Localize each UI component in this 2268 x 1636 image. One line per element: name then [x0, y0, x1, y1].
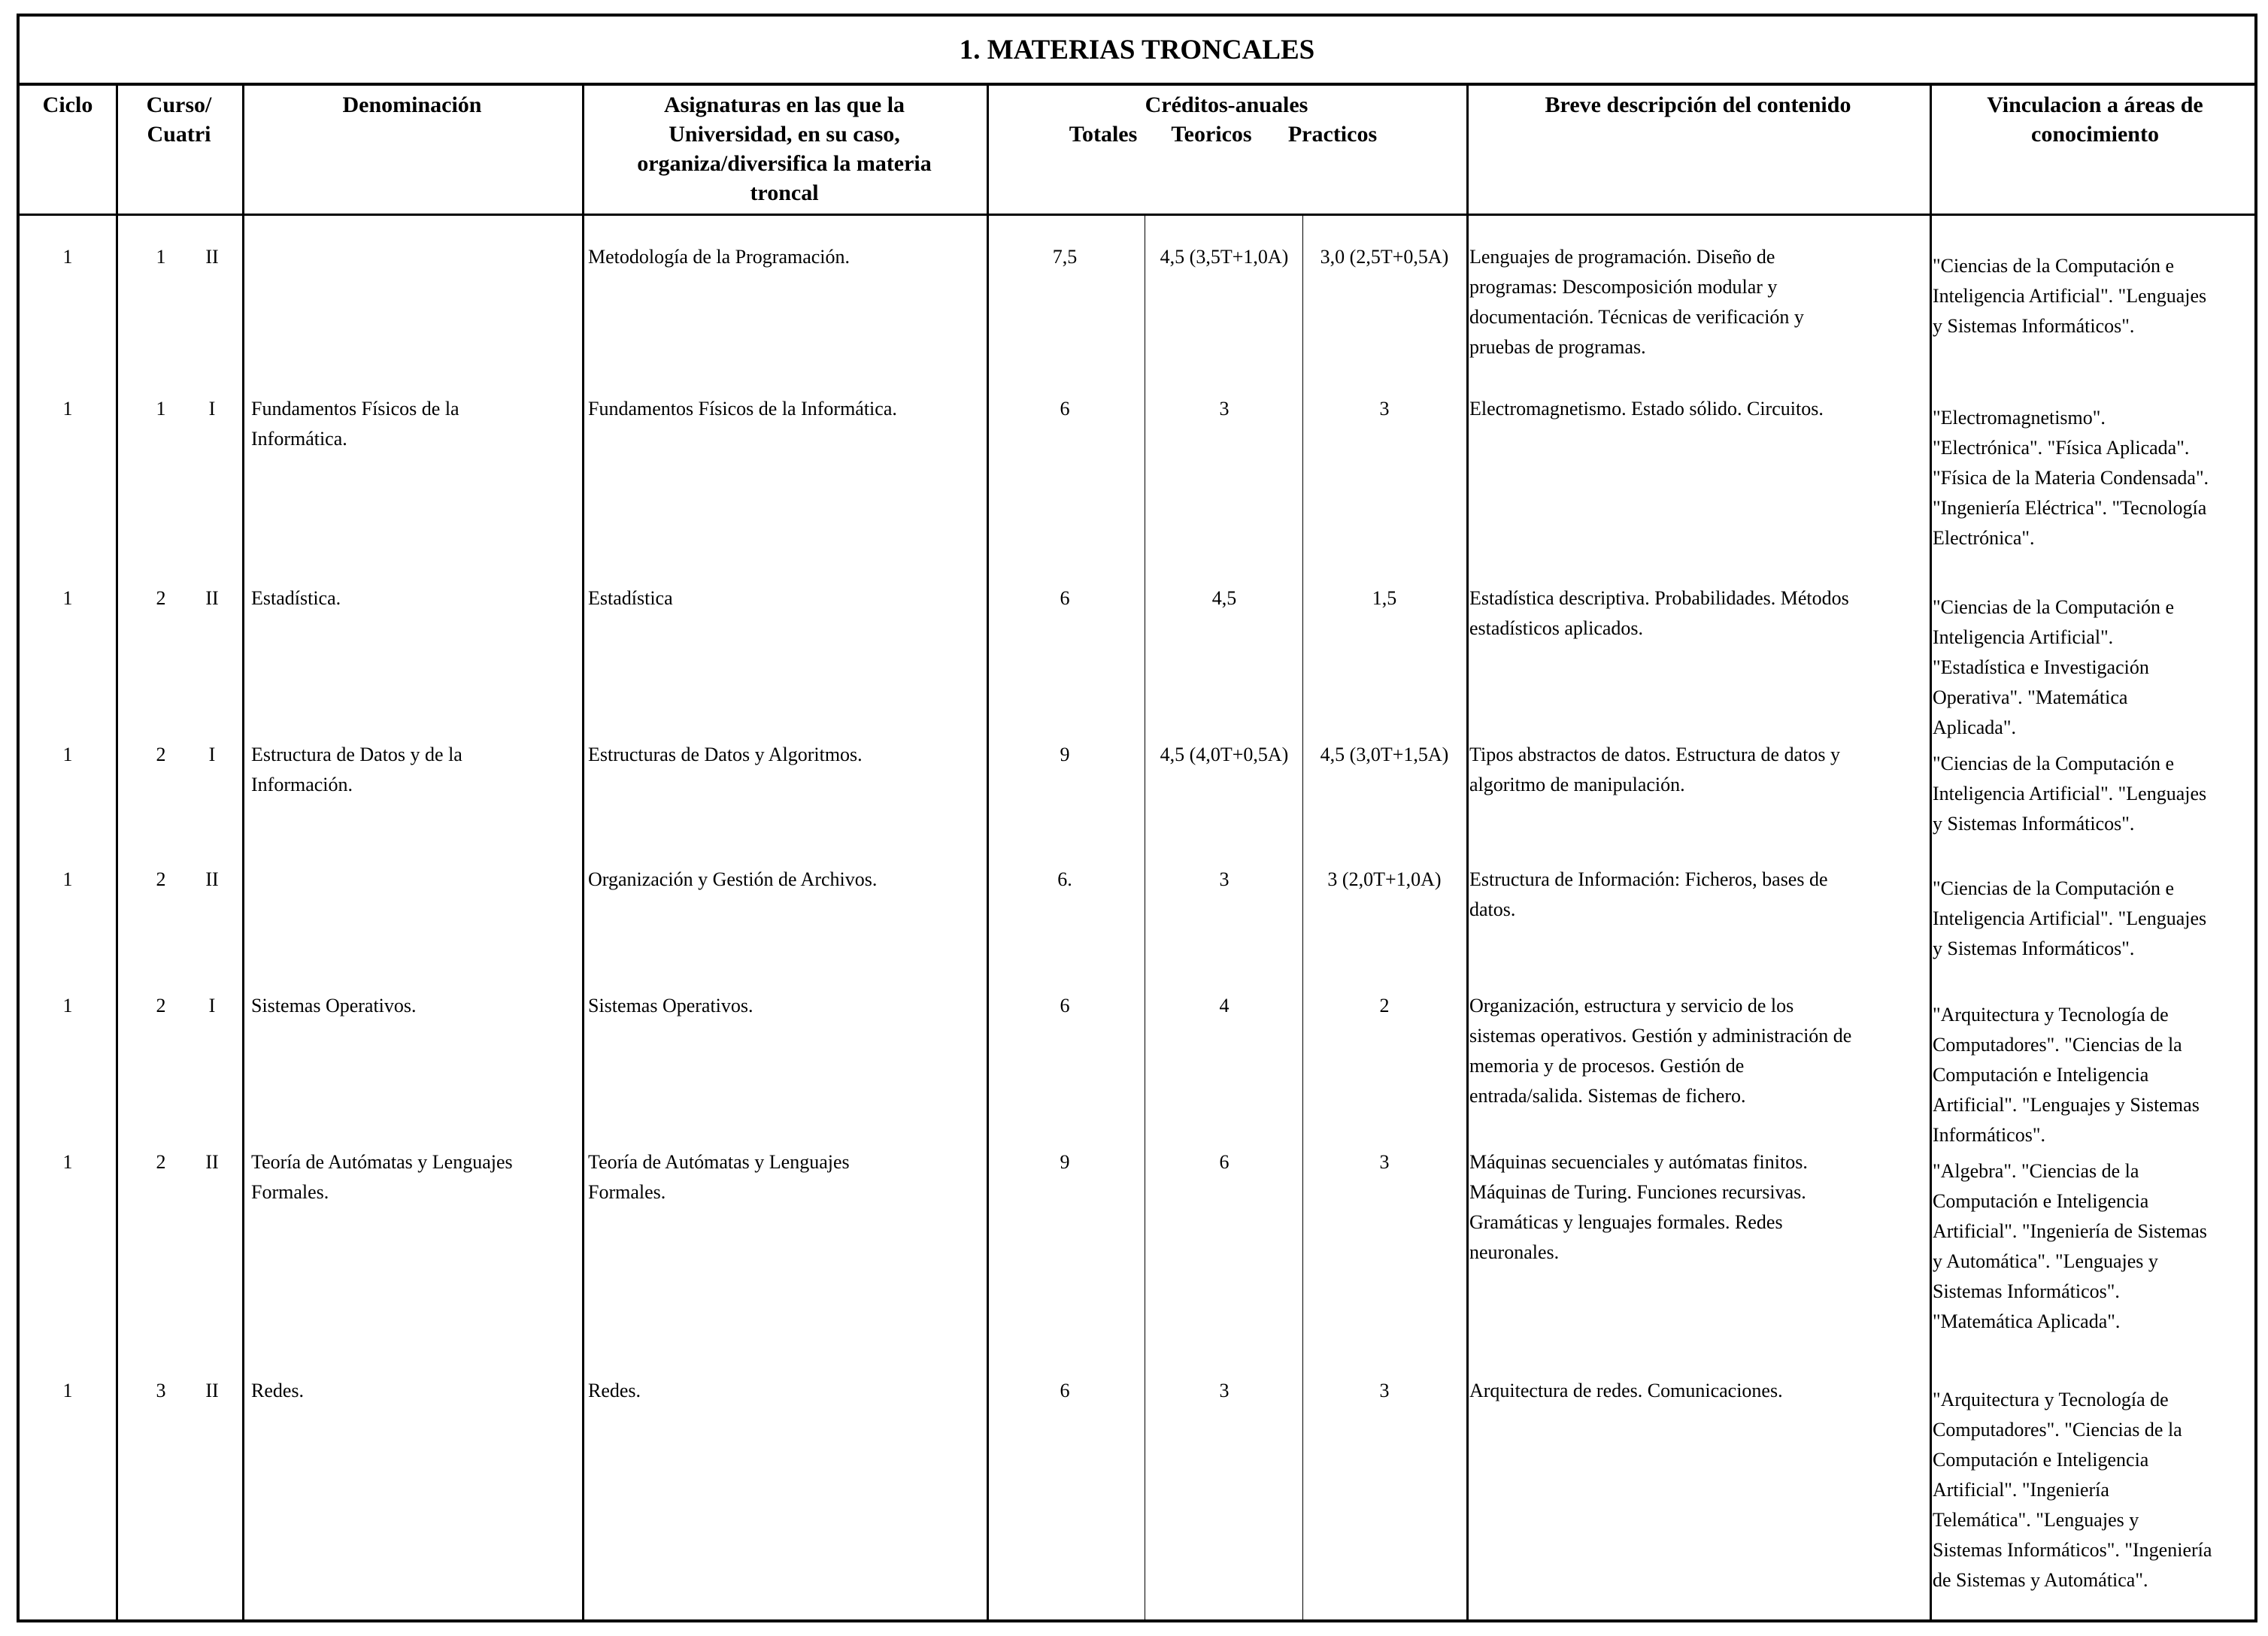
col-divider	[242, 86, 244, 1619]
credit-subcolumn-divider	[1302, 214, 1303, 1619]
cell-teoricos: 4,5 (3,5T+1,0A)	[1160, 246, 1289, 268]
cell-practicos: 3,0 (2,5T+0,5A)	[1320, 246, 1449, 268]
cell-vinculacion: "Arquitectura y Tecnología de Computadores". "Ciencias de la Computación e Inteligencia Artificial". "Lenguajes y Sistemas Informáticos".	[1933, 1004, 2200, 1146]
table-title: 1. MATERIAS TRONCALES	[959, 34, 1315, 65]
cell-vinculacion: "Ciencias de la Computación e Inteligencia Artificial". "Lenguajes y Sistemas Informáticos".	[1933, 753, 2207, 835]
cell-totales: 9	[1060, 744, 1070, 765]
cell-descripcion: Estructura de Información: Ficheros, bases de datos.	[1469, 868, 1828, 920]
header-descripcion: Breve descripción del contenido	[1545, 92, 1851, 117]
col-divider	[582, 86, 584, 1619]
cell-cuatri: II	[205, 1380, 219, 1401]
cell-cuatri: I	[208, 744, 216, 765]
cell-teoricos: 4	[1219, 995, 1230, 1016]
cell-practicos: 2	[1379, 995, 1390, 1016]
cell-vinculacion: "Ciencias de la Computación e Inteligencia Artificial". "Lenguajes y Sistemas Informáticos".	[1933, 255, 2207, 337]
header-practicos: Practicos	[1287, 122, 1378, 147]
cell-teoricos: 3	[1219, 1380, 1230, 1401]
cell-descripcion: Arquitectura de redes. Comunicaciones.	[1469, 1380, 1783, 1401]
cell-denominacion: Fundamentos Físicos de la Informática.	[251, 398, 459, 450]
header-asignaturas: Asignaturas en las que la Universidad, en su caso, organiza/diversifica la materia troncal	[637, 92, 932, 205]
cell-vinculacion: "Electromagnetismo". "Electrónica". "Física Aplicada". "Física de la Materia Condensada". "Ingeniería Eléctrica". "Tecnología Electrónica".	[1933, 407, 2209, 549]
cell-totales: 6.	[1057, 868, 1072, 890]
cell-vinculacion: "Ciencias de la Computación e Inteligencia Artificial". "Lenguajes y Sistemas Informáticos".	[1933, 877, 2207, 959]
cell-ciclo: 1	[62, 246, 73, 268]
col-divider	[116, 86, 118, 1619]
header-denominacion: Denominación	[342, 92, 482, 117]
header-creditos: Créditos-anuales	[1145, 92, 1308, 117]
cell-curso: 2	[156, 744, 166, 765]
cell-denominacion: Teoría de Autómatas y Lenguajes Formales.	[251, 1151, 513, 1203]
cell-vinculacion: "Ciencias de la Computación e Inteligencia Artificial". "Estadística e Investigación Operativa". "Matemática Aplicada".	[1933, 596, 2175, 738]
cell-cuatri: II	[205, 587, 219, 609]
col-divider	[987, 86, 989, 1619]
cell-descripcion: Tipos abstractos de datos. Estructura de datos y algoritmo de manipulación.	[1469, 744, 1840, 795]
cell-asignatura: Sistemas Operativos.	[588, 995, 753, 1016]
cell-teoricos: 3	[1219, 398, 1230, 420]
cell-ciclo: 1	[62, 398, 73, 420]
cell-asignatura: Teoría de Autómatas y Lenguajes Formales.	[588, 1151, 850, 1203]
cell-asignatura: Fundamentos Físicos de la Informática.	[588, 398, 897, 420]
cell-descripcion: Máquinas secuenciales y autómatas finitos. Máquinas de Turing. Funciones recursivas. Gramáticas y lenguajes formales. Redes neuronales.	[1469, 1151, 1808, 1263]
col-divider	[1930, 86, 1932, 1619]
cell-asignatura: Organización y Gestión de Archivos.	[588, 868, 878, 890]
cell-ciclo: 1	[62, 995, 73, 1016]
table-title-row	[20, 17, 2254, 86]
cell-practicos: 3	[1379, 398, 1390, 420]
cell-cuatri: I	[208, 995, 216, 1016]
cell-asignatura: Redes.	[588, 1380, 641, 1401]
cell-curso: 2	[156, 995, 166, 1016]
cell-totales: 6	[1060, 398, 1070, 420]
header-divider	[20, 214, 2254, 216]
cell-teoricos: 6	[1219, 1151, 1230, 1173]
cell-asignatura: Estructuras de Datos y Algoritmos.	[588, 744, 863, 765]
cell-denominacion: Estadística.	[251, 587, 341, 609]
cell-practicos: 4,5 (3,0T+1,5A)	[1320, 744, 1449, 765]
cell-cuatri: II	[205, 1151, 219, 1173]
cell-teoricos: 4,5 (4,0T+0,5A)	[1160, 744, 1289, 765]
cell-teoricos: 4,5	[1211, 587, 1237, 609]
cell-asignatura: Estadística	[588, 587, 673, 609]
materias-troncales-table	[17, 14, 2257, 1622]
cell-ciclo: 1	[62, 744, 73, 765]
cell-descripcion: Lenguajes de programación. Diseño de programas: Descomposición modular y documentación. Técnicas de verificación y pruebas de programas.	[1469, 246, 1804, 358]
cell-teoricos: 3	[1219, 868, 1230, 890]
cell-cuatri: I	[208, 398, 216, 420]
cell-practicos: 3 (2,0T+1,0A)	[1327, 868, 1442, 890]
cell-descripcion: Electromagnetismo. Estado sólido. Circuitos.	[1469, 398, 1824, 420]
header-teoricos: Teoricos	[1171, 122, 1252, 147]
col-divider	[1466, 86, 1469, 1619]
cell-vinculacion: "Arquitectura y Tecnología de Computadores". "Ciencias de la Computación e Inteligencia Artificial". "Ingeniería Telemática". "Lenguajes y Sistemas Informáticos". "Ingeniería de Sistemas y Automática".	[1933, 1389, 2212, 1591]
cell-curso: 1	[156, 398, 166, 420]
cell-asignatura: Metodología de la Programación.	[588, 246, 850, 268]
cell-totales: 6	[1060, 587, 1070, 609]
cell-practicos: 3	[1379, 1151, 1390, 1173]
header-curso-cuatri: Curso/ Cuatri	[146, 92, 212, 147]
cell-denominacion: Redes.	[251, 1380, 305, 1401]
cell-ciclo: 1	[62, 1151, 73, 1173]
cell-totales: 6	[1060, 995, 1070, 1016]
header-totales: Totales	[1069, 122, 1138, 147]
cell-denominacion: Sistemas Operativos.	[251, 995, 417, 1016]
cell-ciclo: 1	[62, 1380, 73, 1401]
cell-descripcion: Estadística descriptiva. Probabilidades. Métodos estadísticos aplicados.	[1469, 587, 1849, 639]
cell-descripcion: Organización, estructura y servicio de los sistemas operativos. Gestión y administración de memoria y de procesos. Gestión de entrada/salida. Sistemas de fichero.	[1469, 995, 1852, 1107]
cell-totales: 6	[1060, 1380, 1070, 1401]
header-vinculacion: Vinculacion a áreas de conocimiento	[1987, 92, 2203, 147]
cell-curso: 2	[156, 1151, 166, 1173]
cell-ciclo: 1	[62, 868, 73, 890]
cell-practicos: 3	[1379, 1380, 1390, 1401]
cell-totales: 7,5	[1052, 246, 1078, 268]
cell-curso: 2	[156, 587, 166, 609]
header-ciclo: Ciclo	[42, 92, 93, 117]
cell-cuatri: II	[205, 246, 219, 268]
cell-cuatri: II	[205, 868, 219, 890]
cell-curso: 3	[156, 1380, 166, 1401]
cell-ciclo: 1	[62, 587, 73, 609]
cell-totales: 9	[1060, 1151, 1070, 1173]
cell-vinculacion: "Algebra". "Ciencias de la Computación e Inteligencia Artificial". "Ingeniería de Sistemas y Automática". "Lenguajes y Sistemas Informáticos". "Matemática Aplicada".	[1933, 1160, 2207, 1332]
cell-practicos: 1,5	[1372, 587, 1397, 609]
cell-curso: 2	[156, 868, 166, 890]
cell-denominacion: Estructura de Datos y de la Información.	[251, 744, 462, 795]
cell-curso: 1	[156, 246, 166, 268]
